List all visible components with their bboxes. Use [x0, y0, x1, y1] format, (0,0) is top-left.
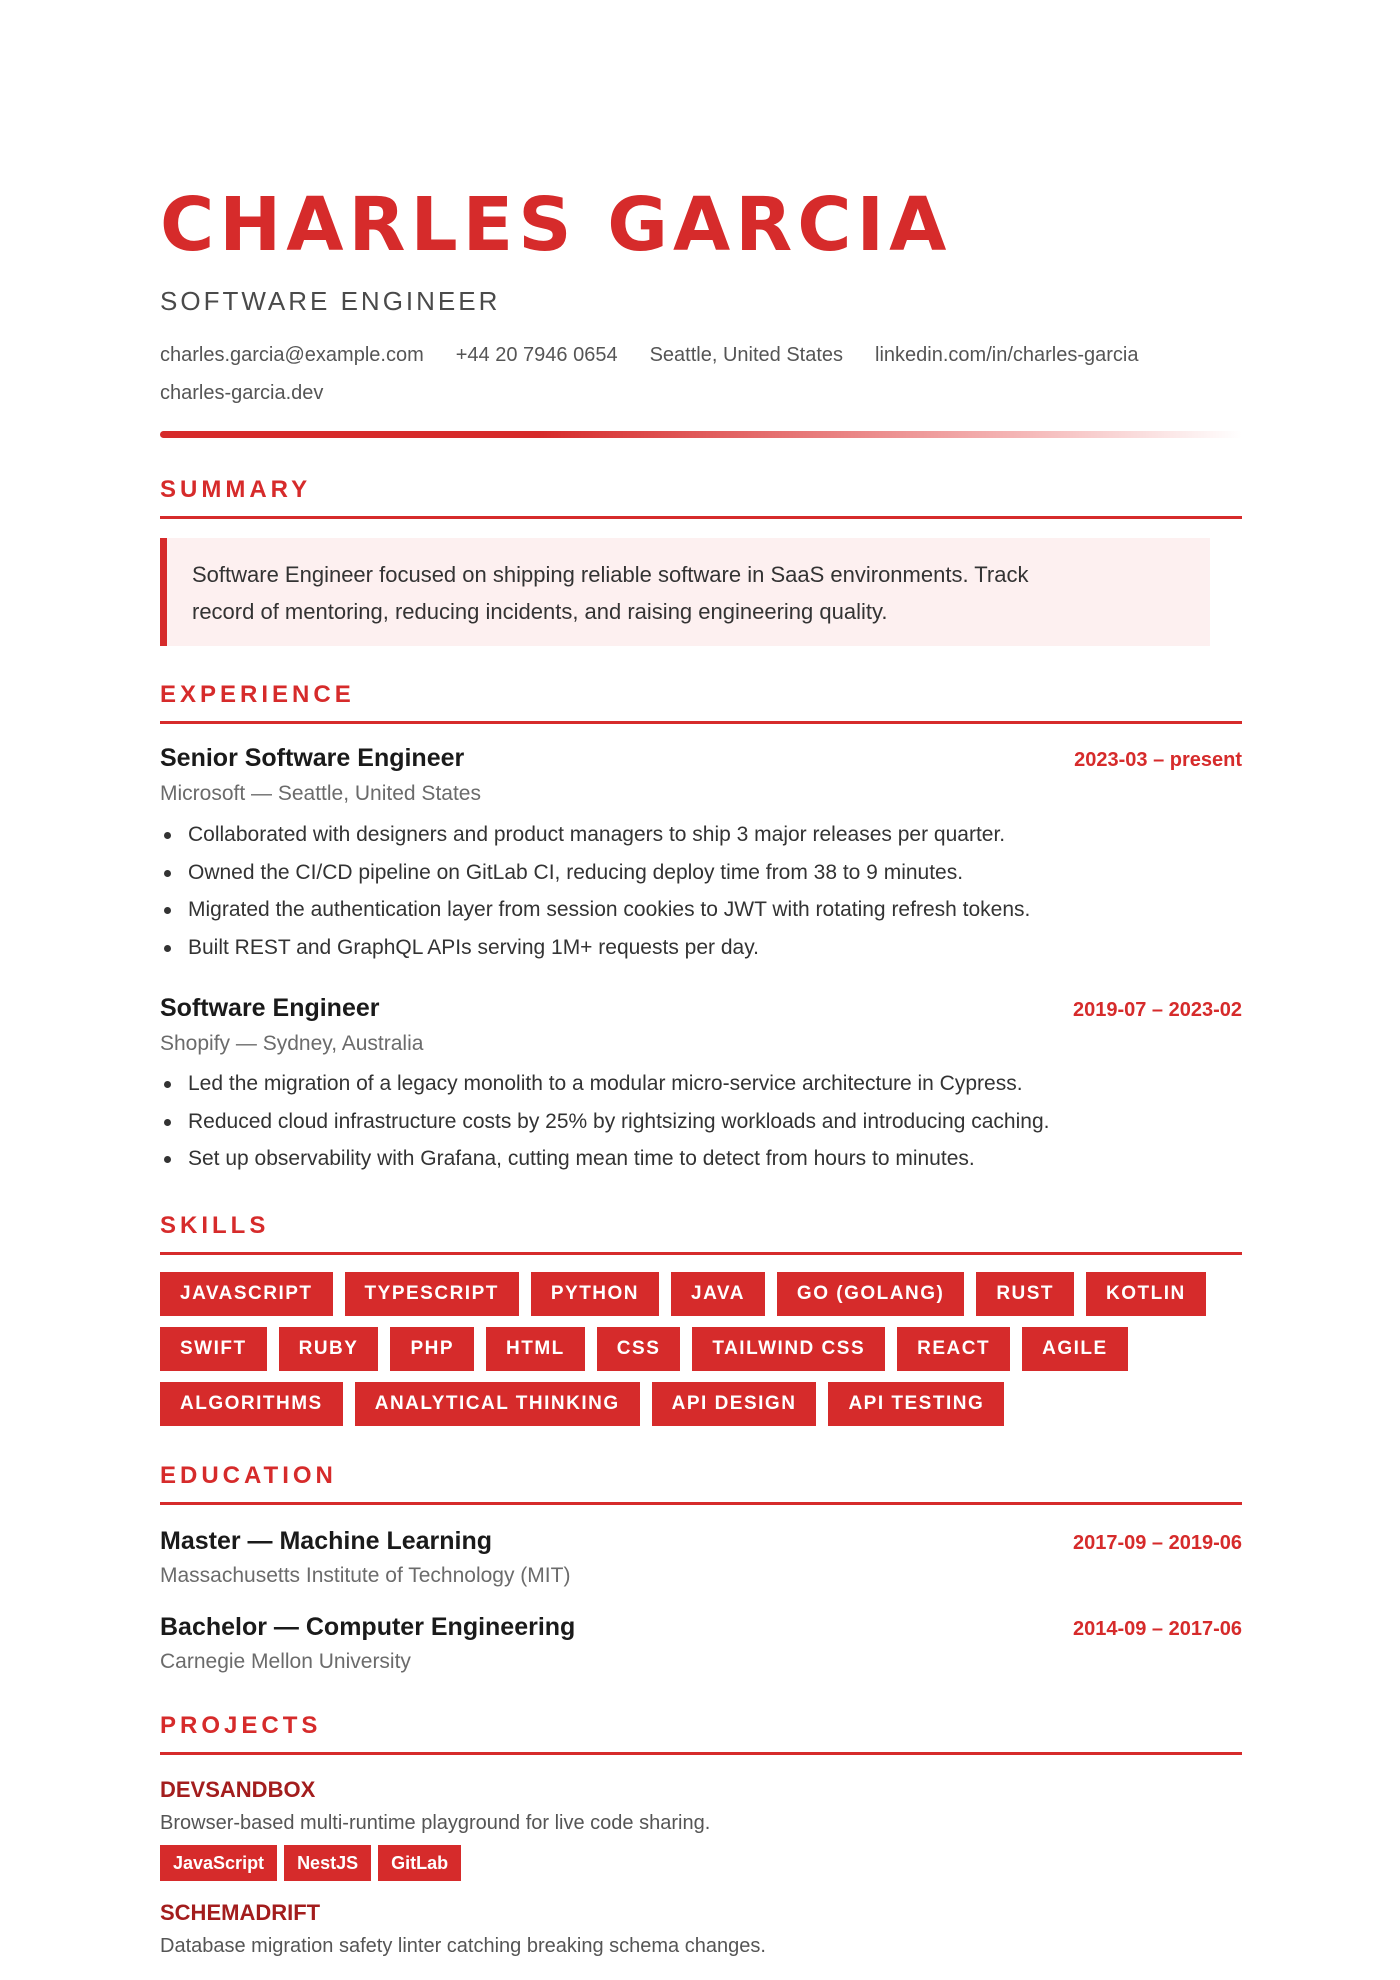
skill-tag: KOTLIN	[1086, 1272, 1206, 1316]
section-title-projects: PROJECTS	[160, 1712, 1242, 1755]
skill-tag: REACT	[897, 1327, 1010, 1371]
skill-tag: API DESIGN	[652, 1382, 817, 1426]
project-name: SCHEMADRIFT	[160, 1900, 321, 1925]
education-degree: Bachelor — Computer Engineering	[160, 1613, 576, 1641]
section-title-experience: EXPERIENCE	[160, 681, 1242, 724]
skill-tag: RUBY	[279, 1327, 379, 1371]
summary-text-line: Software Engineer focused on shipping reliable software in SaaS environments. Track	[192, 562, 1029, 587]
section-title-skills: SKILLS	[160, 1212, 1242, 1255]
project-tag: NestJS	[284, 1845, 371, 1881]
job-title: Senior Software Engineer	[160, 744, 465, 772]
project-tag: JavaScript	[160, 1845, 277, 1881]
skill-tag: PHP	[390, 1327, 474, 1371]
project-description: Browser-based multi-runtime playground for live code sharing.	[160, 1812, 711, 1834]
skill-tag: SWIFT	[160, 1327, 267, 1371]
contact-row	[160, 342, 1138, 368]
project-name: DEVSANDBOX	[160, 1777, 316, 1802]
job-bullet: Migrated the authentication layer from session cookies to JWT with rotating refresh tokens.	[160, 891, 1030, 929]
candidate-title: SOFTWARE ENGINEER	[160, 286, 501, 316]
contact-phone[interactable]: +44 20 7946 0654	[455, 344, 618, 366]
skill-tag: TYPESCRIPT	[345, 1272, 519, 1316]
job-bullet: Led the migration of a legacy monolith to a modular micro-service architecture in Cypress.	[160, 1065, 1049, 1103]
job-bullet: Set up observability with Grafana, cutting mean time to detect from hours to minutes.	[160, 1140, 1049, 1178]
job-bullet: Reduced cloud infrastructure costs by 25% by rightsizing workloads and introducing caching.	[160, 1103, 1049, 1141]
skill-tag: RUST	[976, 1272, 1074, 1316]
job-dates: 2019-07 – 2023-02	[1072, 999, 1242, 1021]
job-dates: 2023-03 – present	[1074, 749, 1242, 771]
skill-tag: JAVA	[671, 1272, 765, 1316]
project-tag: GitLab	[378, 1845, 461, 1881]
project-tags	[160, 1845, 461, 1881]
contact-email[interactable]: charles.garcia@example.com	[160, 344, 424, 366]
job-bullet: Built REST and GraphQL APIs serving 1M+ requests per day.	[160, 929, 1030, 967]
job-company: Shopify — Sydney, Australia	[160, 1032, 424, 1055]
contact-linkedin[interactable]: linkedin.com/in/charles-garcia	[875, 344, 1139, 366]
skill-tag: ALGORITHMS	[160, 1382, 343, 1426]
education-school: Massachusetts Institute of Technology (MIT)	[160, 1564, 571, 1587]
skill-tag: API TESTING	[828, 1382, 1004, 1426]
contact-row-2	[160, 380, 323, 406]
job-bullets	[160, 816, 1030, 966]
skill-tag: HTML	[486, 1327, 585, 1371]
skill-tag: AGILE	[1022, 1327, 1128, 1371]
job-bullet: Owned the CI/CD pipeline on GitLab CI, reducing deploy time from 38 to 9 minutes.	[160, 854, 1030, 892]
job-bullets	[160, 1065, 1049, 1178]
summary-box	[160, 538, 1210, 646]
section-title-education: EDUCATION	[160, 1462, 1242, 1505]
education-school: Carnegie Mellon University	[160, 1650, 411, 1673]
contact-location: Seattle, United States	[649, 344, 844, 366]
job-company: Microsoft — Seattle, United States	[160, 782, 481, 805]
skill-tag: CSS	[597, 1327, 681, 1371]
header-divider	[160, 431, 1242, 438]
skills-list	[160, 1272, 1250, 1426]
skill-tag: PYTHON	[531, 1272, 659, 1316]
project-description: Database migration safety linter catching breaking schema changes.	[160, 1935, 766, 1957]
contact-website[interactable]: charles-garcia.dev	[160, 382, 324, 404]
skill-tag: GO (GOLANG)	[777, 1272, 964, 1316]
education-dates: 2017-09 – 2019-06	[1072, 1532, 1242, 1554]
summary-text-line: record of mentoring, reducing incidents, and raising engineering quality.	[192, 599, 888, 624]
skill-tag: TAILWIND CSS	[692, 1327, 885, 1371]
candidate-name: CHARLES GARCIA	[160, 182, 952, 268]
skill-tag: ANALYTICAL THINKING	[355, 1382, 640, 1426]
education-dates: 2014-09 – 2017-06	[1072, 1618, 1242, 1640]
education-degree: Master — Machine Learning	[160, 1527, 493, 1555]
job-bullet: Collaborated with designers and product managers to ship 3 major releases per quarter.	[160, 816, 1030, 854]
job-title: Software Engineer	[160, 994, 380, 1022]
skill-tag: JAVASCRIPT	[160, 1272, 333, 1316]
section-title-summary: SUMMARY	[160, 476, 1242, 519]
